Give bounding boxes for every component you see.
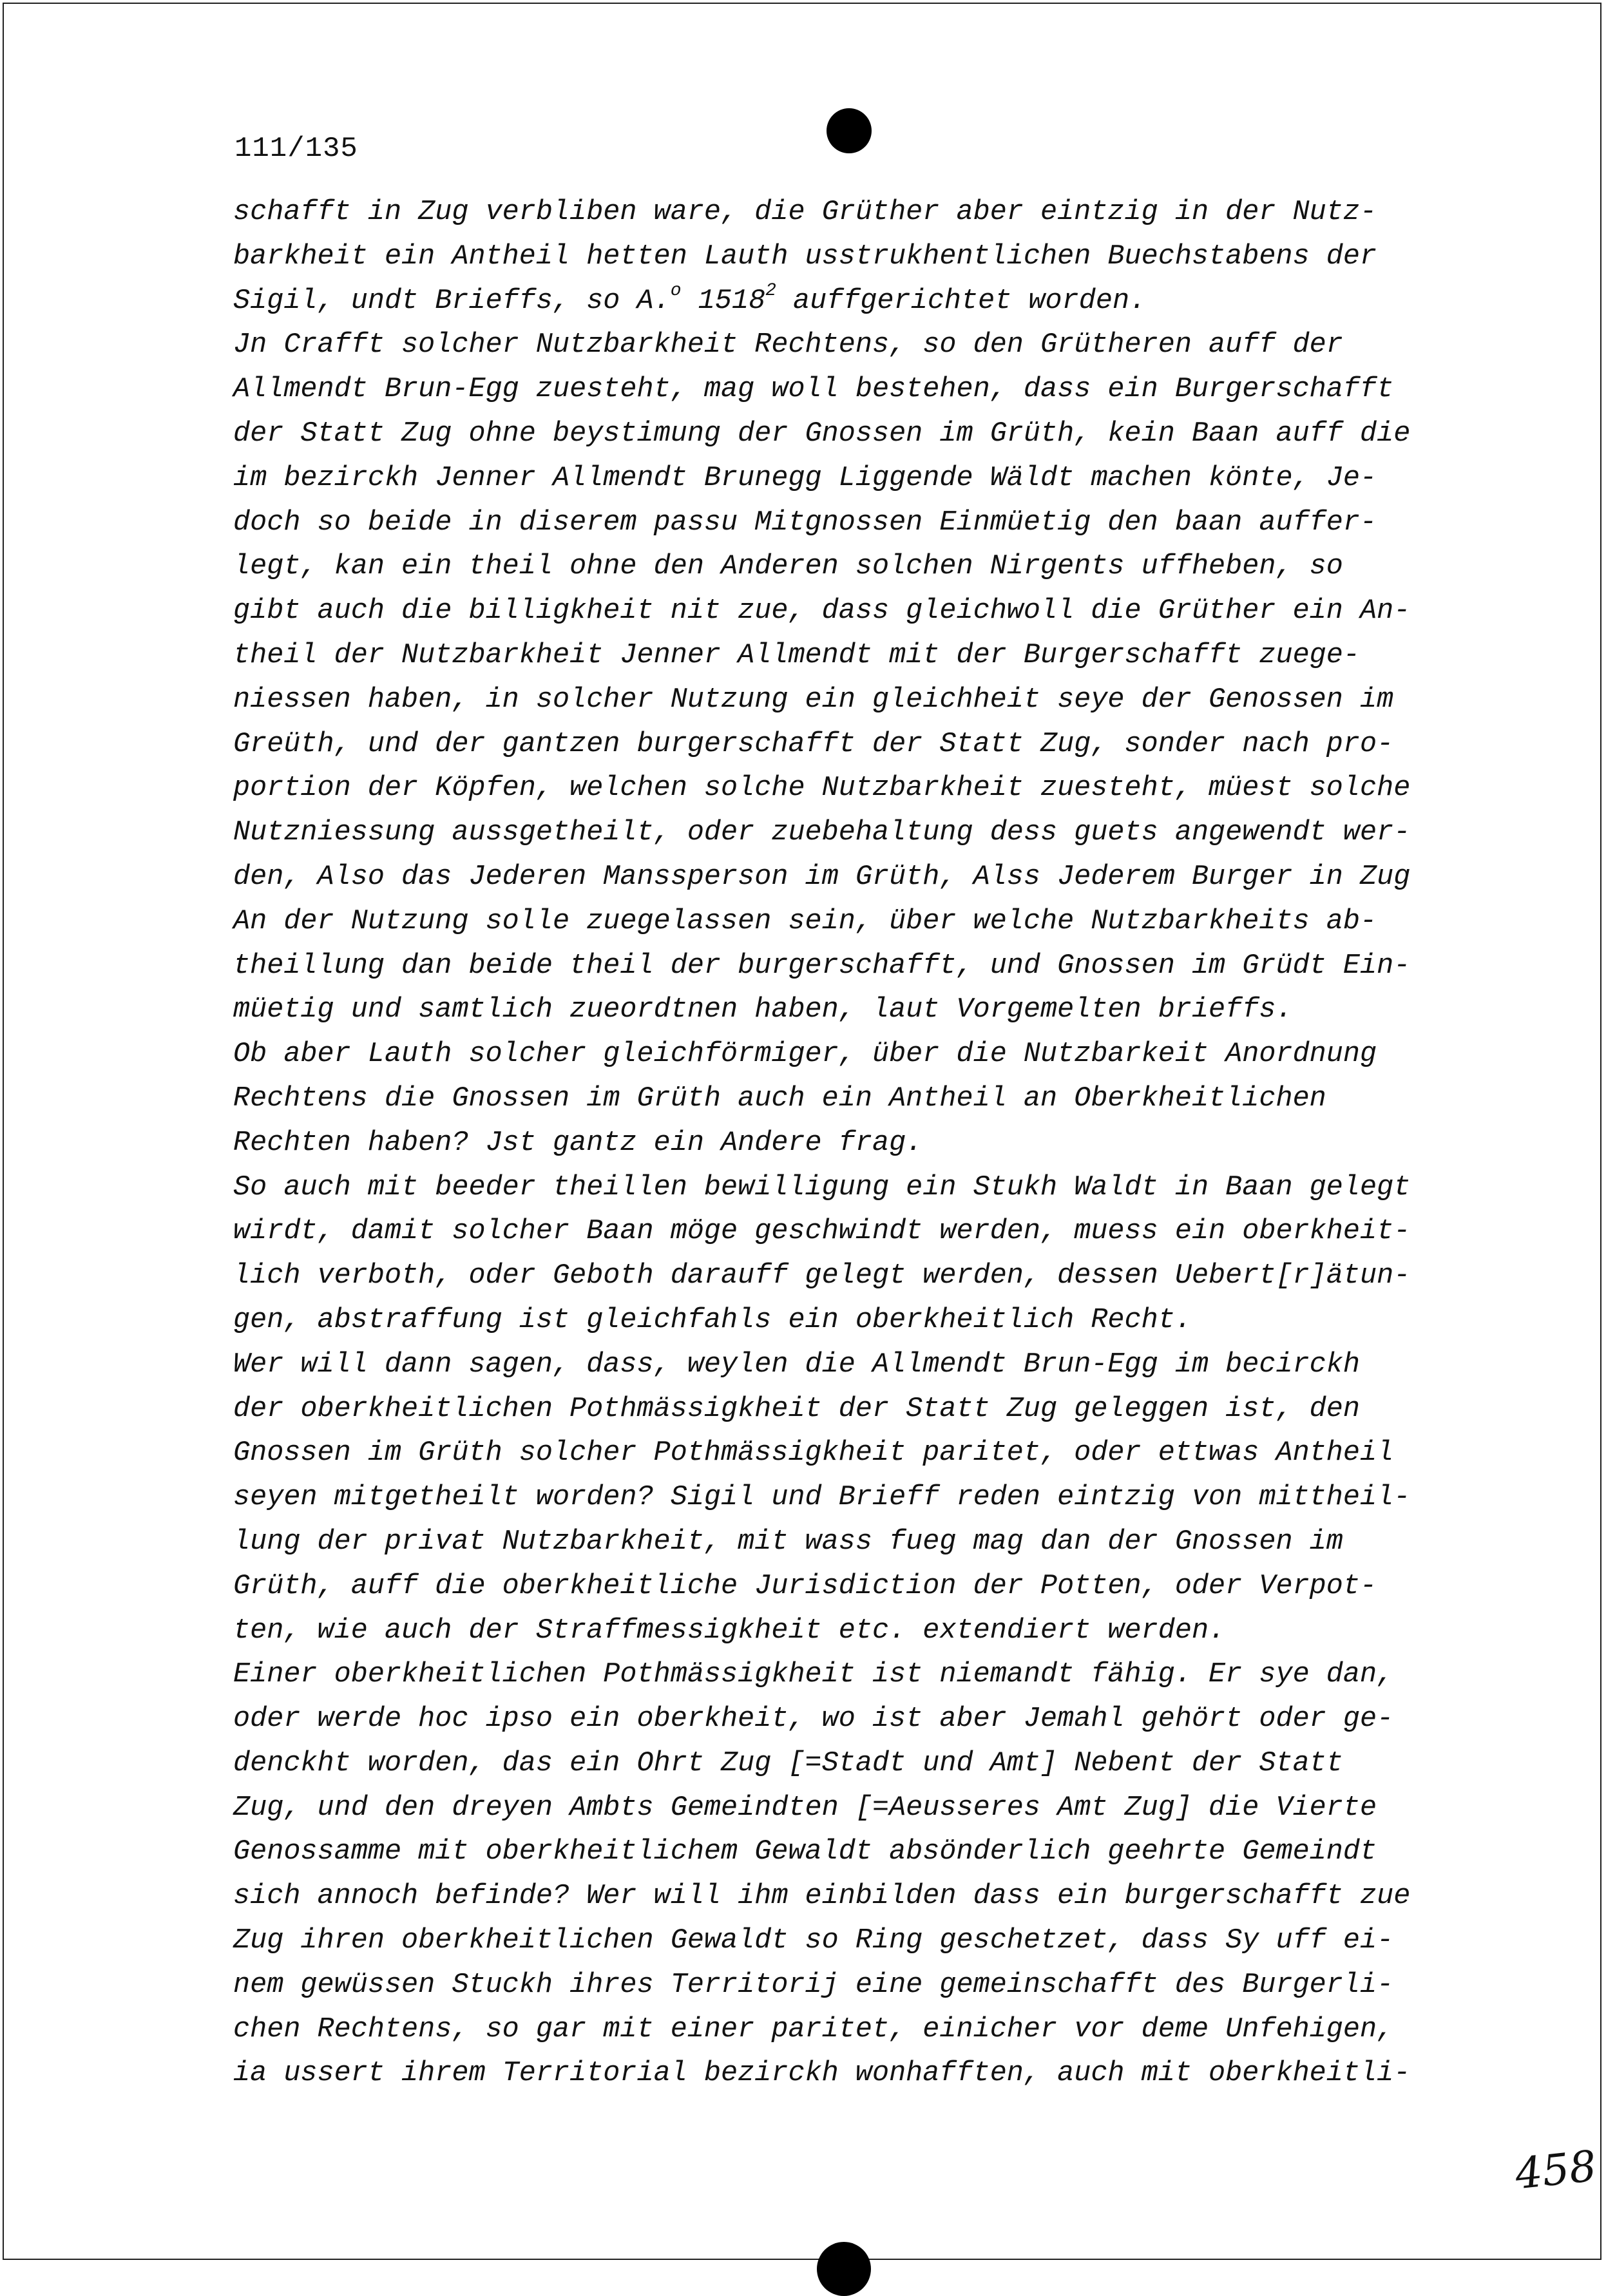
text-line: An der Nutzung solle zuegelassen sein, über welche Nutzbarkheits ab- (233, 905, 1377, 937)
text-line: denckht worden, das ein Ohrt Zug [=Stadt und Amt] Nebent der Statt (233, 1747, 1343, 1779)
text-line: Nutzniessung aussgetheilt, oder zuebehaltung dess guets angewendt wer- (233, 817, 1411, 849)
text-line: Greüth, und der gantzen burgerschafft der Statt Zug, sonder nach pro- (233, 728, 1394, 760)
text-line: im bezirckh Jenner Allmendt Brunegg Liggende Wäldt machen könte, Je- (233, 462, 1377, 494)
text-line: oder werde hoc ipso ein oberkheit, wo ist aber Jemahl gehört oder ge- (233, 1703, 1394, 1736)
text-line: So auch mit beeder theillen bewilligung ein Stukh Waldt in Baan gelegt (233, 1171, 1411, 1203)
text-line: ia ussert ihrem Territorial bezirckh wonhafften, auch mit oberkheitli- (233, 2058, 1411, 2090)
text-line: theil der Nutzbarkheit Jenner Allmendt mit der Burgerschafft zuege- (233, 639, 1360, 671)
footnote-marker: 2 (765, 281, 776, 301)
text-line: theillung dan beide theil der burgerschafft, und Gnossen im Grüdt Ein- (233, 950, 1411, 982)
punch-hole-bottom (817, 2242, 871, 2296)
text-line: der Statt Zug ohne beystimung der Gnossen im Grüth, kein Baan auff die (233, 417, 1411, 450)
text-line: portion der Köpfen, welchen solche Nutzbarkheit zuesteht, müest solche (233, 772, 1411, 805)
text-segment: auffgerichtet worden. (776, 285, 1147, 317)
text-line: Einer oberkheitlichen Pothmässigkheit ist niemandt fähig. Er sye dan, (233, 1659, 1394, 1691)
text-line: wirdt, damit solcher Baan möge geschwindt werden, muess ein oberkheit- (233, 1216, 1411, 1248)
text-line: Gnossen im Grüth solcher Pothmässigkheit paritet, oder ettwas Antheil (233, 1437, 1394, 1469)
text-line: niessen haben, in solcher Nutzung ein gleichheit seye der Genossen im (233, 684, 1394, 716)
text-line: Zug ihren oberkheitlichen Gewaldt so Ring geschetzet, dass Sy uff ei- (233, 1925, 1394, 1957)
text-line: gibt auch die billigkheit nit zue, dass gleichwoll die Grüther ein An- (233, 595, 1411, 627)
punch-hole-top (827, 108, 872, 153)
text-line: müetig und samtlich zueordtnen haben, laut Vorgemelten brieffs. (233, 994, 1293, 1026)
text-line: seyen mitgetheilt worden? Sigil und Brieff reden eintzig von mittheil- (233, 1482, 1411, 1514)
text-line: sich annoch befinde? Wer will ihm einbilden dass ein burgerschafft zue (233, 1880, 1411, 1913)
text-line: doch so beide in diserem passu Mitgnossen Einmüetig den baan auffer- (233, 506, 1377, 539)
text-segment: 1518 (681, 285, 766, 317)
text-segment: Sigil, undt Brieffs, so A. (233, 285, 671, 317)
text-line: Rechten haben? Jst gantz ein Andere frag. (233, 1127, 923, 1159)
text-line: schafft in Zug verbliben ware, die Grüther aber eintzig in der Nutz- (233, 196, 1377, 228)
text-line: Grüth, auff die oberkheitliche Jurisdiction der Potten, oder Verpot- (233, 1570, 1377, 1602)
text-line: ten, wie auch der Straffmessigkheit etc. extendiert werden. (233, 1614, 1226, 1647)
text-line: legt, kan ein theil ohne den Anderen solchen Nirgents uffheben, so (233, 551, 1343, 583)
text-line: Jn Crafft solcher Nutzbarkheit Rechtens, so den Grütheren auff der (233, 329, 1343, 361)
text-line: nem gewüssen Stuckh ihres Territorij eine gemeinschafft des Burgerli- (233, 1969, 1394, 2001)
text-line: den, Also das Jederen Manssperson im Grüth, Alss Jederem Burger in Zug (233, 861, 1411, 893)
text-line: chen Rechtens, so gar mit einer paritet, einicher vor deme Unfehigen, (233, 2013, 1394, 2045)
page-reference: 111/135 (234, 133, 358, 165)
handwritten-folio-number: 458 (1513, 2141, 1599, 2199)
text-line: Genossamme mit oberkheitlichem Gewaldt absönderlich geehrte Gemeindt (233, 1836, 1377, 1868)
text-line: lung der privat Nutzbarkheit, mit wass fueg mag dan der Gnossen im (233, 1526, 1343, 1558)
text-line: Zug, und den dreyen Ambts Gemeindten [=Aeusseres Amt Zug] die Vierte (233, 1792, 1377, 1824)
text-line: barkheit ein Antheil hetten Lauth usstrukhentlichen Buechstabens der (233, 240, 1377, 273)
superscript-o: o (670, 281, 682, 301)
text-line: lich verboth, oder Geboth darauff gelegt werden, dessen Uebert[r]ätun- (233, 1260, 1411, 1292)
text-line: gen, abstraffung ist gleichfahls ein oberkheitlich Recht. (233, 1304, 1192, 1336)
text-line: Allmendt Brun-Egg zuesteht, mag woll bestehen, dass ein Burgerschafft (233, 374, 1394, 406)
text-line: Ob aber Lauth solcher gleichförmiger, über die Nutzbarkeit Anordnung (233, 1038, 1377, 1071)
text-line: Rechtens die Gnossen im Grüth auch ein Antheil an Oberkheitlichen (233, 1082, 1326, 1115)
text-line: der oberkheitlichen Pothmässigkheit der Statt Zug geleggen ist, den (233, 1393, 1360, 1425)
text-line (233, 280, 1509, 324)
document-body (233, 191, 1509, 2096)
text-line: Wer will dann sagen, dass, weylen die Allmendt Brun-Egg im becirckh (233, 1348, 1360, 1381)
